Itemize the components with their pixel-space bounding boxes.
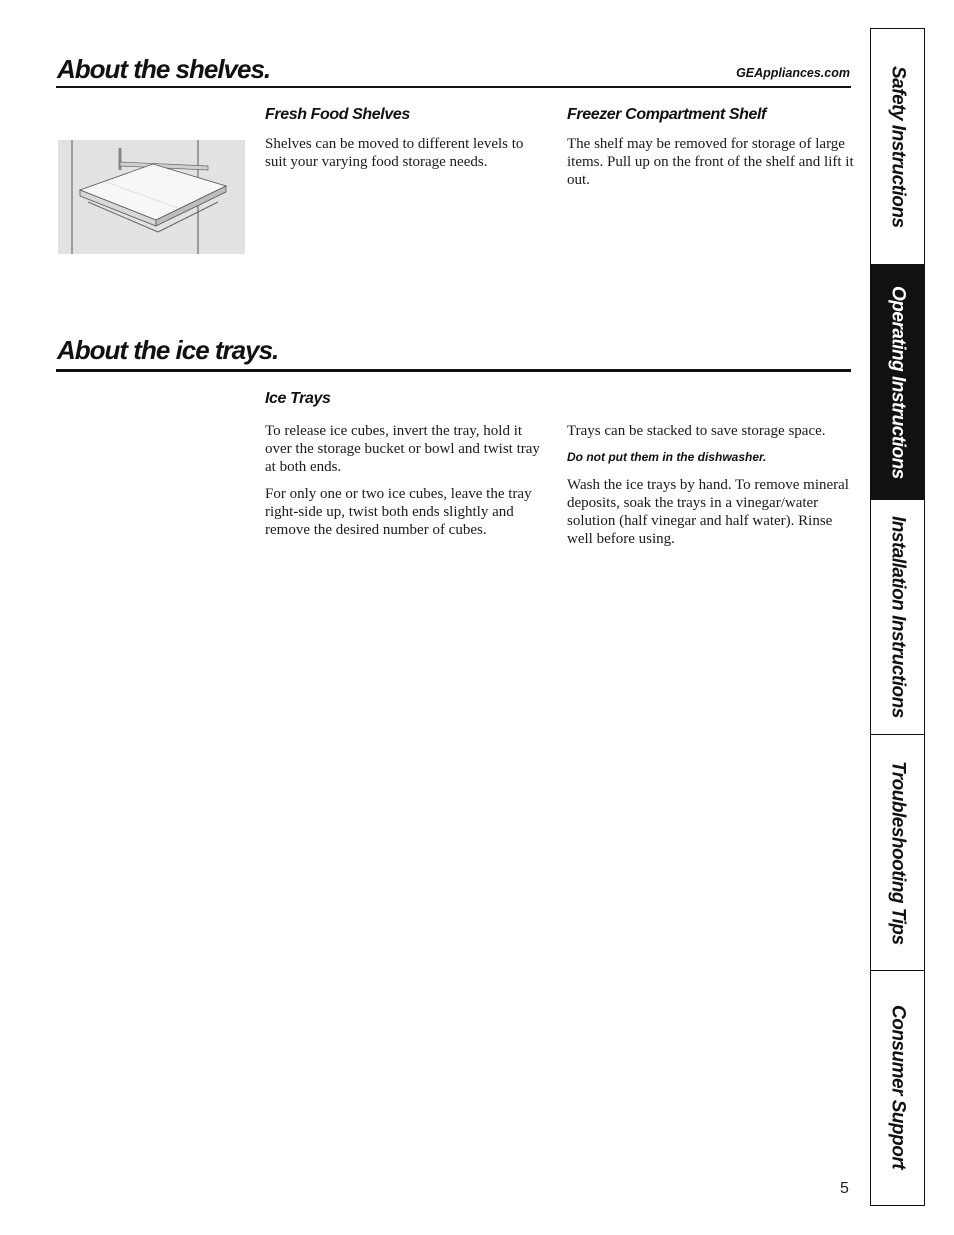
- tab-safety-instructions[interactable]: [871, 29, 924, 265]
- ice-trays-stacking-text: Trays can be stacked to save storage space.: [567, 423, 826, 439]
- ice-trays-paragraph: For only one or two ice cubes, leave the tray right-side up, twist both ends slightly and remove the desired number of cubes.: [265, 486, 532, 538]
- ice-trays-title-rule: [56, 369, 851, 372]
- website-link[interactable]: GEAppliances.com: [736, 66, 850, 80]
- ice-trays-paragraph: To release ice cubes, invert the tray, hold it over the storage bucket or bowl and twist tray at both ends.: [265, 423, 540, 475]
- dishwasher-warning: Do not put them in the dishwasher.: [567, 450, 767, 464]
- ice-trays-heading: Ice Trays: [265, 390, 331, 407]
- ice-trays-washing-text: Wash the ice trays by hand. To remove mineral deposits, soak the trays in a vinegar/water solution (half vinegar and half water). Rinse well before using.: [567, 477, 849, 547]
- freezer-shelf-heading: Freezer Compartment Shelf: [567, 106, 766, 123]
- shelves-title: About the shelves.: [57, 54, 271, 84]
- tab-label: Operating Instructions: [887, 285, 909, 479]
- shelf-illustration: [58, 140, 245, 254]
- page-number: 5: [840, 1180, 849, 1197]
- tab-label: Troubleshooting Tips: [887, 760, 909, 945]
- tab-consumer-support[interactable]: [871, 971, 924, 1204]
- section-tabs: [870, 28, 925, 1206]
- tab-label: Safety Instructions: [887, 65, 909, 228]
- shelves-title-rule: [56, 86, 851, 88]
- fresh-food-shelves-text: Shelves can be moved to different levels to suit your varying food storage needs.: [265, 136, 524, 170]
- tab-label: Installation Instructions: [887, 516, 909, 718]
- ice-trays-title: About the ice trays.: [57, 335, 279, 365]
- tab-label: Consumer Support: [887, 1005, 909, 1170]
- fresh-food-shelves-heading: Fresh Food Shelves: [265, 106, 410, 123]
- freezer-shelf-text: The shelf may be removed for storage of large items. Pull up on the front of the shelf and lift it out.: [567, 136, 854, 188]
- tab-troubleshooting-tips[interactable]: [871, 735, 924, 971]
- tab-installation-instructions[interactable]: [871, 500, 924, 735]
- tab-operating-instructions[interactable]: [871, 265, 924, 500]
